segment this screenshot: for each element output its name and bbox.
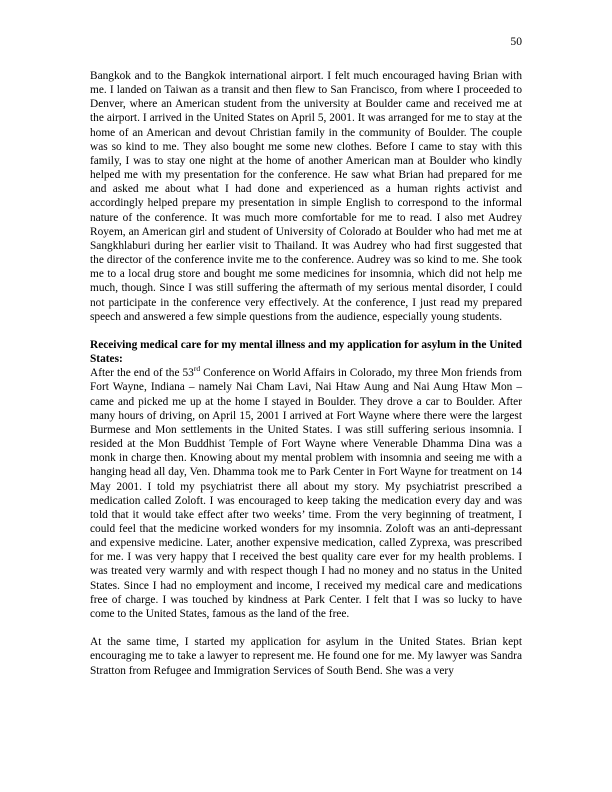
- body-paragraph: Bangkok and to the Bangkok international airport. I felt much encouraged having Brian with me. I landed on Taiwan as a transit and then flew to San Francisco, from where I proceeded to Denver, where an American student from the university at Boulder came and received me at the airport. I arrived in the United States on April 5, 2001. It was arranged for me to stay at the home of an American and devout Christian family in the community of Boulder. The couple was so kind to me. They also bought me some new clothes. Before I came to stay with this family, I was to stay one night at the home of another American man at Boulder who kindly helped me with my presentation for the conference. He saw what Brian had prepared for me and asked me about what I had done and experienced as a human rights activist and accordingly helped prepare my presentation in simple English to correspond to the informal nature of the conference. It was much more comfortable for me to read. I also met Audrey Royem, an American girl and student of University of Colorado at Boulder who had met me at Sangkhlaburi during her earlier visit to Thailand. It was Audrey who had first suggested that the director of the conference invite me to the conference. Audrey was so kind to me. She took me to a local drug store and bought me some medicines for insomnia, which did not help me much, though. Since I was still suffering the aftermath of my serious mental disorder, I could not participate in the conference very effectively. At the conference, I just read my prepared speech and answered a few simple questions from the audience, especially young students.: [90, 70, 522, 323]
- body-paragraph: At the same time, I started my application for asylum in the United States. Brian kept encouraging me to take a lawyer to represent me. He found one for me. My lawyer was Sandra Stratton from Refugee and Immigration Services of South Bend. She was a very: [90, 636, 522, 677]
- page-body: [90, 69, 522, 678]
- body-paragraph: [90, 366, 522, 621]
- page-number: 50: [510, 35, 522, 48]
- paragraph-text-start: After the end of the 53: [90, 367, 194, 380]
- ordinal-superscript: rd: [193, 364, 201, 374]
- section-heading: Receiving medical care for my mental illness and my application for asylum in the United States:: [90, 338, 522, 366]
- paragraph-text-rest: Conference on World Affairs in Colorado, my three Mon friends from Fort Wayne, Indiana – namely Nai Cham Lavi, Nai Htaw Aung and Nai Aung Htaw Mon – came and picked me up at the home I stayed in Boulder. They drove a car to Boulder. After many hours of driving, on April 15, 2001 I arrived at Fort Wayne where there were the largest Burmese and Mon settlements in the United States. I was still suffering serious insomnia. I resided at the Mon Buddhist Temple of Fort Wayne where Venerable Dhamma Dina was a monk in charge then. Knowing about my mental problem with insomnia and seeing me with a hanging head all day, Ven. Dhamma took me to Park Center in Fort Wayne for treatment on 14 May 2001. I told my psychiatrist there all about my story. My psychiatrist prescribed a medication called Zoloft. I was encouraged to keep taking the medication every day and was told that it would take effect after two weeks’ time. From the very beginning of treatment, I could feel that the medicine worked wonders for my insomnia. Zoloft was an anti-depressant and expensive medicine. Later, another expensive medication, called Zyprexa, was prescribed for me. I was very happy that I received the best quality care ever for my health problems. I was treated very warmly and with respect though I had no money and no status in the United States. Since I had no employment and income, I received my medical care and medications free of charge. I was touched by kindness at Park Center. I felt that I was so lucky to have come to the United States, famous as the land of the free.: [90, 367, 522, 620]
